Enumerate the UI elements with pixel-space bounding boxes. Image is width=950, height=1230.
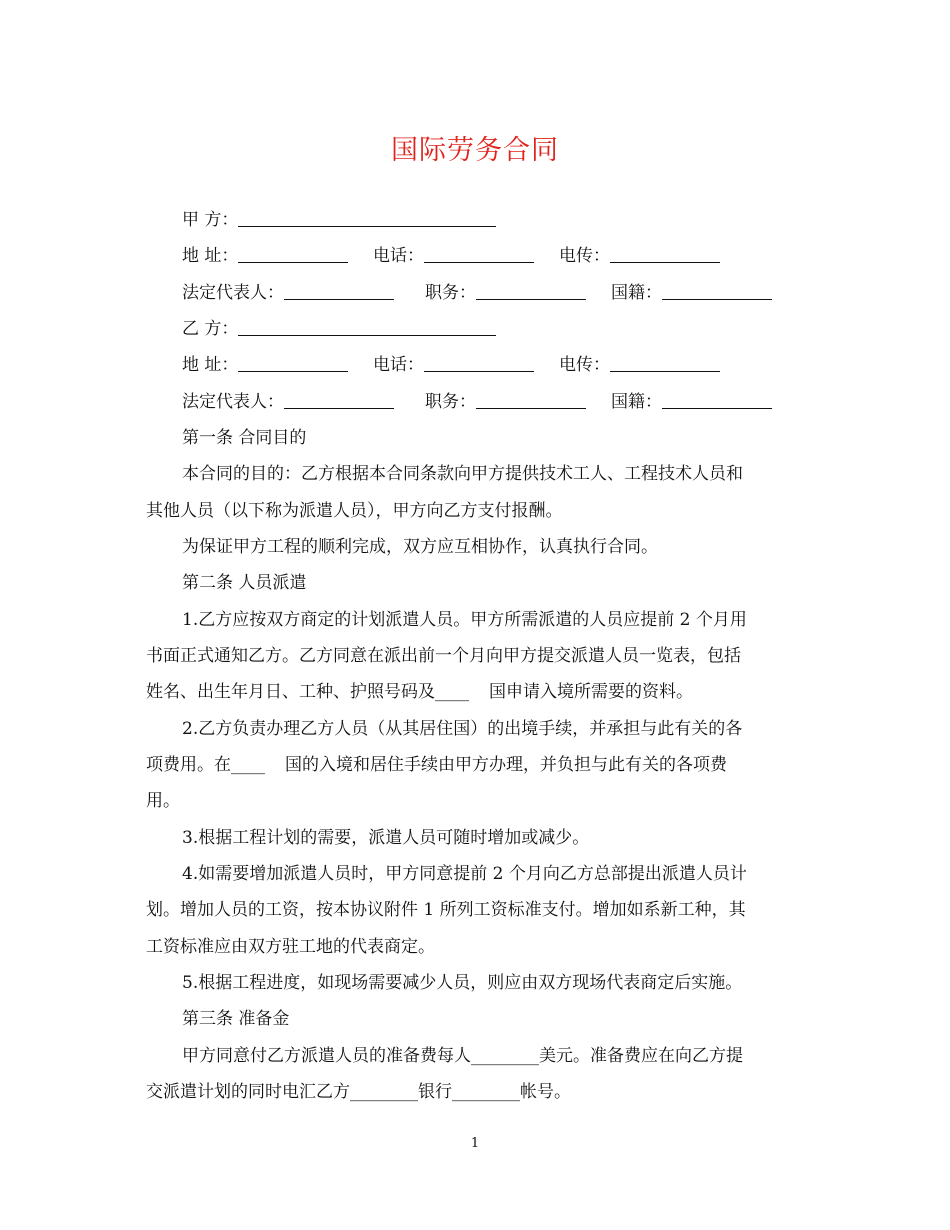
article2-item4-cont: 划。增加人员的工资，按本协议附件 1 所列工资标准支付。增加如系新工种，其 [146,900,746,920]
party-b-position-blank[interactable] [476,388,586,409]
article2-item1-cont2 [146,674,806,710]
party-a-phone-label: 电话： [373,246,424,266]
party-b-rep-blank[interactable] [284,388,394,409]
party-a-rep-label: 法定代表人： [182,283,284,303]
party-b-nationality-blank[interactable] [662,388,772,409]
party-b-nationality-label: 国籍： [611,392,662,412]
page-number: 1 [470,1136,480,1151]
article2-item1-cont: 书面正式通知乙方。乙方同意在派出前一个月向甲方提交派遣人员一览表，包括 [146,646,741,666]
party-b-label: 乙 方： [182,319,239,339]
party-a-contact-line [146,238,842,274]
party-a-address-blank[interactable] [238,242,348,263]
party-a-position-label: 职务： [425,283,476,303]
article2-item1-text-b: 国申请入境所需要的资料。 [489,682,693,702]
party-b-address-label: 地 址： [182,355,239,375]
article3-heading: 第三条 准备金 [182,1009,290,1029]
party-a-fax-label: 电传： [559,246,610,266]
party-a-label: 甲 方： [182,210,239,230]
article2-item1-text-a: 姓名、出生年月日、工种、护照号码及____ [146,682,469,702]
party-a-nationality-blank[interactable] [662,279,772,300]
article2-item2-text-b: 国的入境和居住手续由甲方办理，并负担与此有关的各项费 [285,755,727,775]
page-title: 国际劳务合同 [391,135,559,166]
party-a-position-blank[interactable] [476,279,586,300]
article1-paragraph: 本合同的目的：乙方根据本合同条款向甲方提供技术工人、工程技术人员和 [182,464,743,484]
article1-paragraph2: 为保证甲方工程的顺利完成，双方应互相协作，认真执行合同。 [182,537,658,557]
party-a-fax-blank[interactable] [610,242,720,263]
article2-item4-cont2: 工资标准应由双方驻工地的代表商定。 [146,937,435,957]
article2-item2-text-a: 项费用。在____ [146,755,265,775]
article2-item5: 5.根据工程进度，如现场需要减少人员，则应由双方现场代表商定后实施。 [182,973,743,993]
article2-heading: 第二条 人员派遣 [182,573,307,593]
article2-item2: 2.乙方负责办理乙方人员（从其居住国）的出境手续，并承担与此有关的各 [182,719,743,739]
article2-item1: 1.乙方应按双方商定的计划派遣人员。甲方所需派遣的人员应提前 2 个月用 [182,610,747,630]
party-b-fax-blank[interactable] [610,351,720,372]
party-a-line [146,202,842,238]
party-b-rep-line [146,384,842,420]
party-b-fax-label: 电传： [559,355,610,375]
party-b-blank[interactable] [238,315,496,336]
party-b-address-blank[interactable] [238,351,348,372]
party-a-nationality-label: 国籍： [611,283,662,303]
party-b-phone-label: 电话： [373,355,424,375]
article3-paragraph: 甲方同意付乙方派遣人员的准备费每人________美元。准备费应在向乙方提 [182,1046,743,1066]
article3-paragraph-cont: 交派遣计划的同时电汇乙方________银行________帐号。 [146,1082,571,1102]
article1-paragraph-cont: 其他人员（以下称为派遣人员），甲方向乙方支付报酬。 [146,501,563,521]
party-b-contact-line [146,347,842,383]
article1-heading: 第一条 合同目的 [182,428,307,448]
party-a-rep-line [146,275,842,311]
party-a-phone-blank[interactable] [424,242,534,263]
article2-item2-cont [146,747,806,783]
party-a-address-label: 地 址： [182,246,239,266]
article2-item3: 3.根据工程计划的需要，派遣人员可随时增加或减少。 [182,828,590,848]
party-a-blank[interactable] [238,206,496,227]
article2-item4: 4.如需要增加派遣人员时，甲方同意提前 2 个月向乙方总部提出派遣人员计 [182,864,747,884]
party-b-rep-label: 法定代表人： [182,392,284,412]
party-b-line [146,311,842,347]
party-b-phone-blank[interactable] [424,351,534,372]
article2-item2-cont2: 用。 [146,791,180,811]
party-b-position-label: 职务： [425,392,476,412]
party-a-rep-blank[interactable] [284,279,394,300]
